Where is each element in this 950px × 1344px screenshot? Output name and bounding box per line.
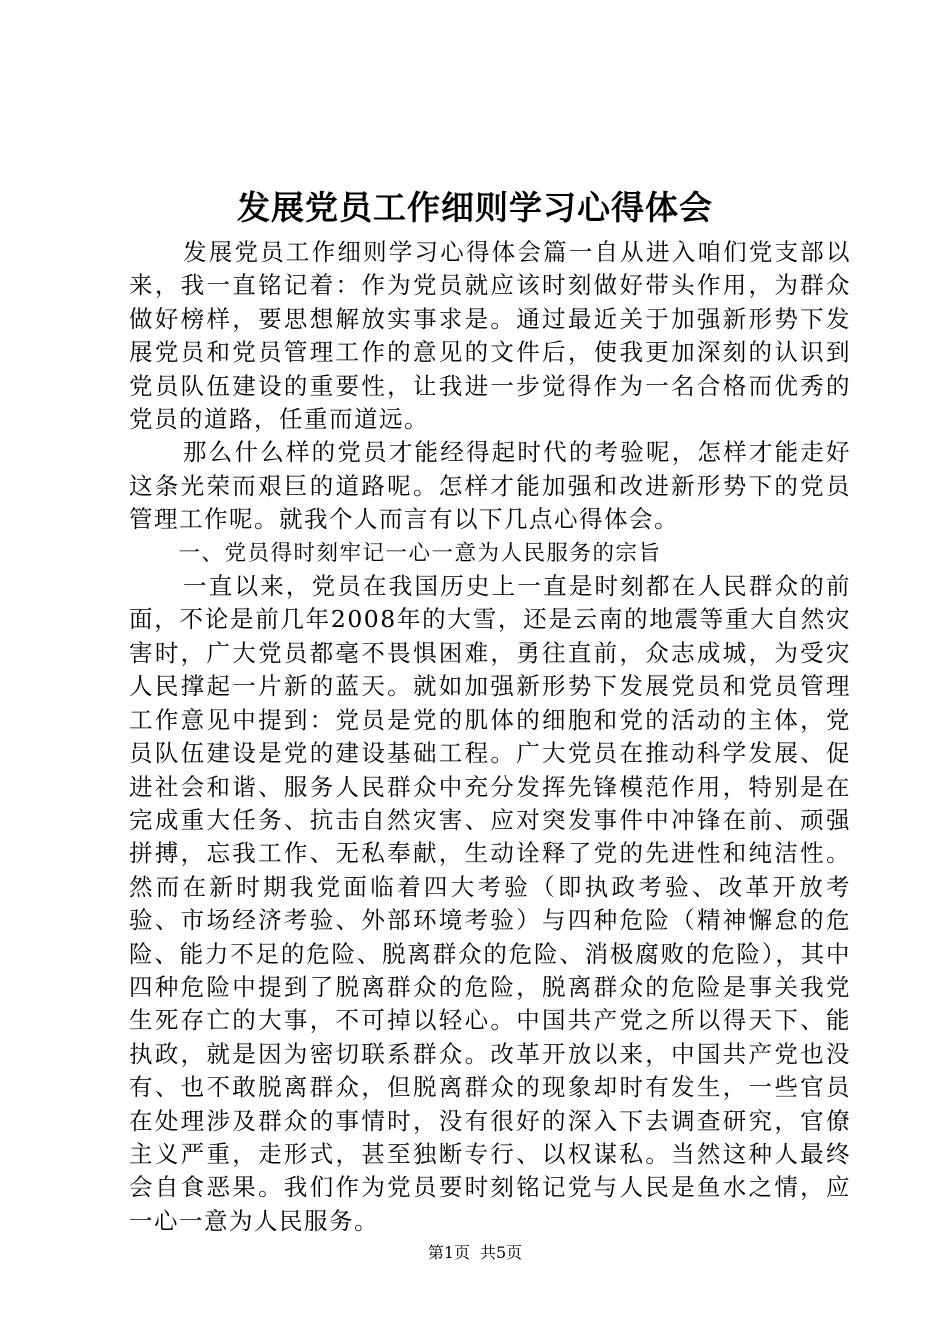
paragraph-question: 那么什么样的党员才能经得起时代的考验呢，怎样才能走好这条光荣而艰巨的道路呢。怎样才能加强和改进新形势下的党员管理工作呢。就我个人而言有以下几点心得体会。	[129, 438, 851, 534]
document-title: 发展党员工作细则学习心得体会	[237, 188, 713, 227]
section-heading-1: 一、党员得时刻牢记一心一意为人民服务的宗旨	[178, 540, 662, 566]
document-body	[129, 236, 851, 1238]
paragraph-intro: 发展党员工作细则学习心得体会篇一自从进入咱们党支部以来，我一直铭记着：作为党员就应该时刻做好带头作用，为群众做好榜样，要思想解放实事求是。通过最近关于加强新形势下发展党员和党员管理工作的意见的文件后，使我更加深刻的认识到党员队伍建设的重要性，让我进一步觉得作为一名合格而优秀的党员的道路，任重而道远。	[129, 238, 851, 434]
page-number: 第1页	[427, 1243, 470, 1262]
paragraph-section-1: 一直以来，党员在我国历史上一直是时刻都在人民群众的前面，不论是前几年2008年的大雪，还是云南的地震等重大自然灾害时，广大党员都毫不畏惧困难，勇往直前，众志成城，为受灾人民撑起一片新的蓝天。就如加强新形势下发展党员和党员管理工作意见中提到：党员是党的肌体的细胞和党的活动的主体，党员队伍建设是党的建设基础工程。广大党员在推动科学发展、促进社会和谐、服务人民群众中充分发挥先锋模范作用，特别是在完成重大任务、抗击自然灾害、应对突发事件中冲锋在前、顽强拼搏，忘我工作、无私奉献，生动诠释了党的先进性和纯洁性。然而在新时期我党面临着四大考验（即执政考验、改革开放考验、市场经济考验、外部环境考验）与四种危险（精神懈怠的危险、能力不足的危险、脱离群众的危险、消极腐败的危险），其中四种危险中提到了脱离群众的危险，脱离群众的危险是事关我党生死存亡的大事，不可掉以轻心。中国共产党之所以得天下、能执政，就是因为密切联系群众。改革开放以来，中国共产党也没有、也不敢脱离群众，但脱离群众的现象却时有发生，一些官员在处理涉及群众的事情时，没有很好的深入下去调查研究，官僚主义严重，走形式，甚至独断专行、以权谋私。当然这种人最终会自食恶果。我们作为党员要时刻铭记党与人民是鱼水之情，应一心一意为人民服务。	[129, 572, 851, 1235]
page-footer	[0, 1242, 950, 1264]
page-total: 共5页	[480, 1243, 523, 1262]
